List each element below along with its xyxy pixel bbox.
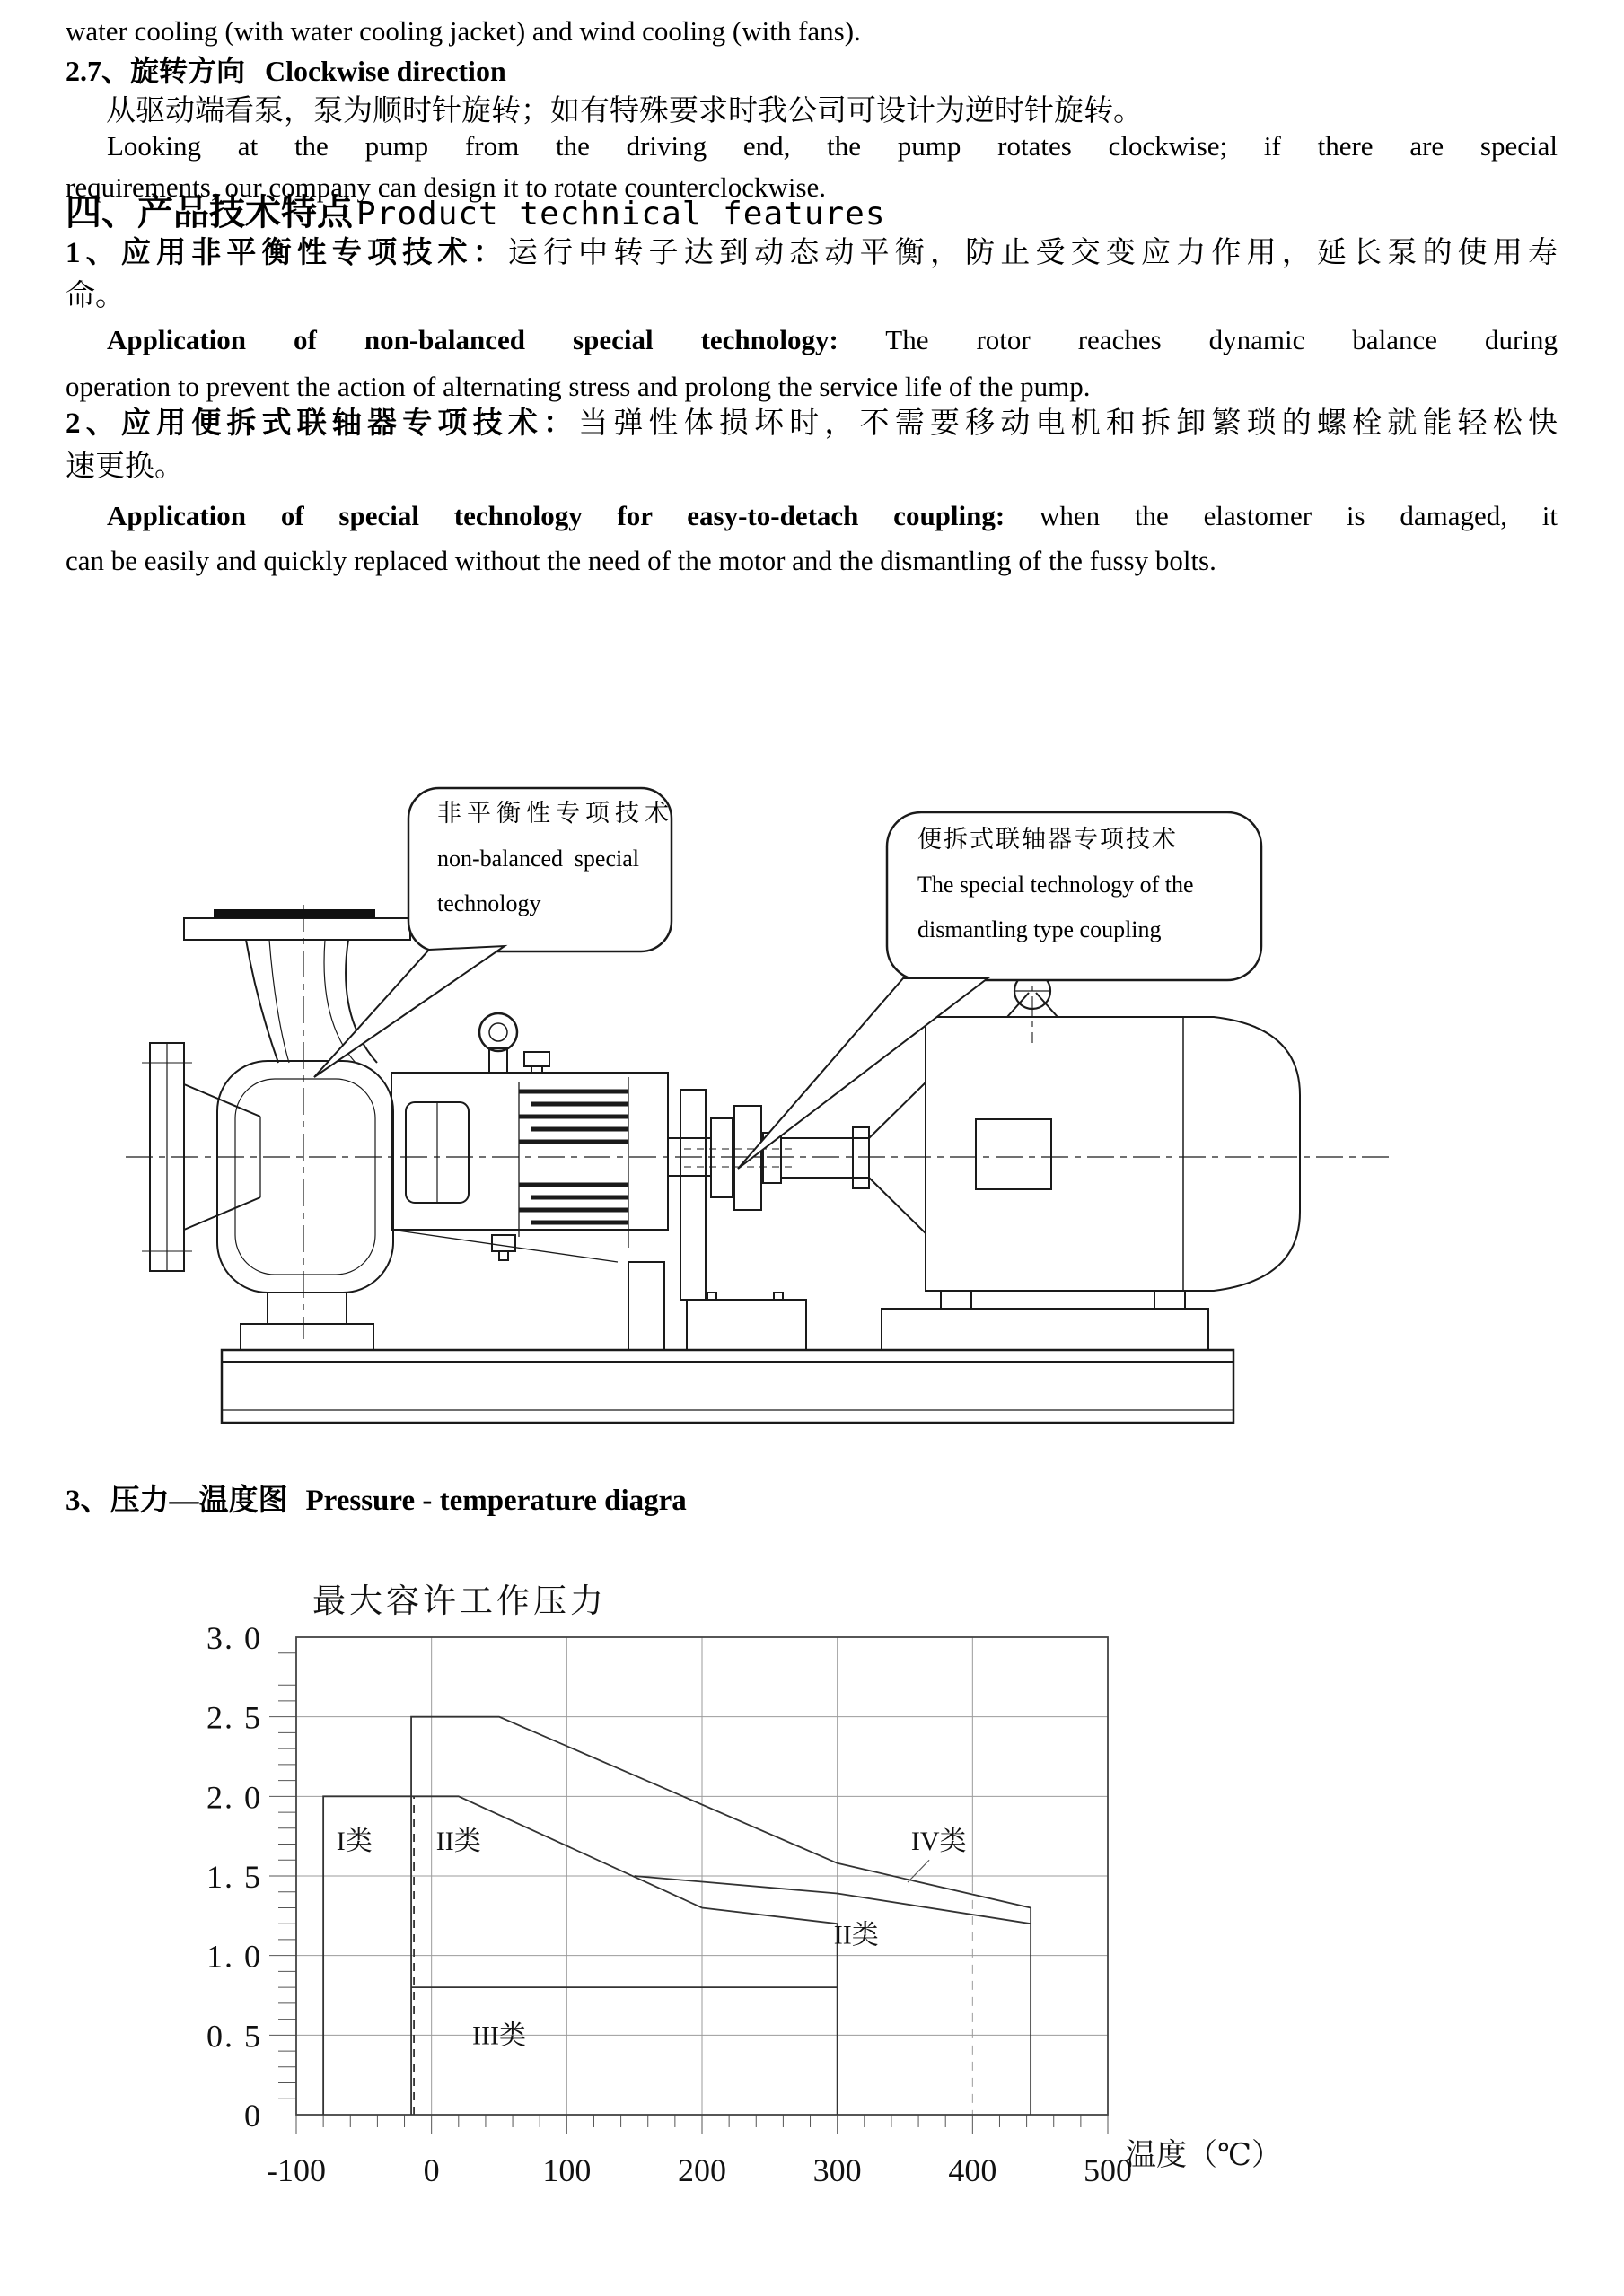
- pump-eyebolt-icon: [479, 1013, 517, 1051]
- x-tick-label: 100: [542, 2152, 592, 2188]
- feature-1-en-line2: operation to prevent the action of alternating stress and prolong the service life of the pump.: [66, 371, 1091, 402]
- x-tick-label: 200: [678, 2152, 726, 2188]
- feature-2-en-lead: Application of special technology for easy-to-detach coupling:: [107, 500, 1005, 531]
- motor-shaft: [781, 1138, 869, 1178]
- paragraph-2-7-en-line1: Looking at the pump from the driving end, the pump rotates clockwise; if there are special: [107, 130, 1558, 162]
- guard-plate: [680, 1090, 706, 1300]
- paragraph-intro: water cooling (with water cooling jacket) and wind cooling (with fans).: [66, 15, 861, 47]
- callout-1-line2: non-balanced special: [437, 846, 639, 872]
- feature-2-rest: 当弹性体损坏时，不需要移动电机和拆卸繁琐的螺栓就能轻松快: [578, 407, 1558, 440]
- region-label: II类: [833, 1920, 879, 1950]
- feature-1-lead: 1、应用非平衡性专项技术：: [66, 237, 508, 269]
- chart-title: 最大容许工作压力: [312, 1583, 607, 1620]
- heading-2-7: [66, 48, 506, 90]
- discharge-neck-left: [246, 940, 278, 1063]
- pressure-temperature-chart: [0, 1562, 1624, 2296]
- y-tick-label: 1. 5: [206, 1859, 262, 1895]
- region-label-leader: [908, 1860, 929, 1882]
- feature-1-zh-line2: 命。: [66, 280, 125, 312]
- motor-foot: [941, 1291, 971, 1309]
- heading-3-zh: 3、压力—温度图: [66, 1485, 288, 1517]
- callout-2-line1: 便拆式联轴器专项技术: [917, 826, 1178, 853]
- heading-section-4: [66, 184, 886, 235]
- coupling-support-block: [687, 1300, 806, 1350]
- feature-1-en-rest: The rotor reaches dynamic balance during: [838, 324, 1558, 355]
- feature-1-rest: 运行中转子达到动态动平衡，防止受交变应力作用，延长泵的使用寿: [507, 237, 1558, 269]
- heading-section-4-zh: 四、产品技术特点: [66, 192, 353, 232]
- motor-terminal-box: [976, 1119, 1051, 1189]
- region-label: I类: [336, 1826, 373, 1856]
- paragraph-2-7-en-line2: requirements, our company can design it to rotate counterclockwise.: [66, 171, 827, 203]
- motor-bell: [869, 1082, 926, 1138]
- callout-1-line3: technology: [437, 890, 541, 916]
- heading-2-7-en: Clockwise direction: [265, 55, 506, 87]
- callout-1-tail: [314, 946, 505, 1077]
- feature-2-en-rest: when the elastomer is damaged, it: [1005, 500, 1558, 531]
- callout-2-line3: dismantling type coupling: [917, 916, 1162, 942]
- callout-2: [917, 828, 1233, 963]
- feature-1-zh-line1: [66, 232, 1558, 275]
- heading-3-en: Pressure - temperature diagra: [305, 1485, 687, 1517]
- class-IV-boundary: [411, 1717, 1031, 2115]
- callout-1: [437, 800, 674, 937]
- motor-base-block: [882, 1309, 1208, 1350]
- bracket-foot: [628, 1262, 664, 1350]
- y-tick-label: 1. 0: [206, 1938, 262, 1975]
- drain-plug: [492, 1235, 515, 1251]
- motor-foot: [1154, 1291, 1185, 1309]
- pump-assembly-drawing: [0, 763, 1624, 1481]
- callout-2-line2: The special technology of the: [917, 872, 1194, 898]
- y-tick-label: 3. 0: [206, 1620, 262, 1656]
- discharge-flange: [184, 918, 410, 940]
- heading-2-7-zh: 2.7、旋转方向: [66, 55, 246, 87]
- x-tick-label: 400: [948, 2152, 997, 2188]
- heading-section-4-en: Product technical features: [356, 196, 886, 232]
- x-tick-label: -100: [267, 2152, 326, 2188]
- feature-2-lead: 2、应用便拆式联轴器专项技术：: [66, 407, 579, 440]
- y-tick-label: 0: [244, 2098, 262, 2134]
- feature-2-en-line2: can be easily and quickly replaced without the need of the motor and the dismantling of the fussy bolts.: [66, 545, 1216, 576]
- y-tick-label: 2. 0: [206, 1779, 262, 1816]
- heading-3: [66, 1477, 687, 1519]
- paragraph-2-7-zh: 从驱动端看泵，泵为顺时针旋转；如有特殊要求时我公司可设计为逆时针旋转。: [106, 95, 1143, 127]
- class-II-upper-boundary: [635, 1876, 1031, 1924]
- vent-plug: [524, 1052, 549, 1066]
- pump-pedestal: [268, 1293, 347, 1324]
- y-tick-label: 2. 5: [206, 1699, 262, 1736]
- x-tick-label: 0: [423, 2152, 440, 2188]
- x-tick-label: 500: [1084, 2152, 1132, 2188]
- bearing-bracket: [391, 1073, 668, 1230]
- callout-1-line1: 非平衡性专项技术: [437, 800, 674, 827]
- feature-2-zh-line2: 速更换。: [66, 451, 184, 483]
- feature-2-zh-line1: [66, 402, 1558, 445]
- motor-body: [926, 1017, 1300, 1291]
- feature-2-en-line1: [66, 495, 1558, 537]
- region-label: IV类: [910, 1826, 967, 1856]
- x-tick-label: 300: [812, 2152, 862, 2188]
- region-label: III类: [472, 2020, 526, 2051]
- feature-1-en-lead: Application of non-balanced special technology:: [107, 324, 838, 355]
- x-axis-label: 温度（℃）: [1126, 2139, 1283, 2172]
- region-label: II类: [435, 1826, 481, 1856]
- feature-1-en-line1: [66, 320, 1558, 361]
- coupling-disc-1: [711, 1118, 733, 1197]
- volute-casing: [217, 1061, 393, 1293]
- y-tick-label: 0. 5: [206, 2018, 262, 2055]
- callout-2-tail: [738, 978, 988, 1169]
- discharge-gasket: [214, 909, 375, 918]
